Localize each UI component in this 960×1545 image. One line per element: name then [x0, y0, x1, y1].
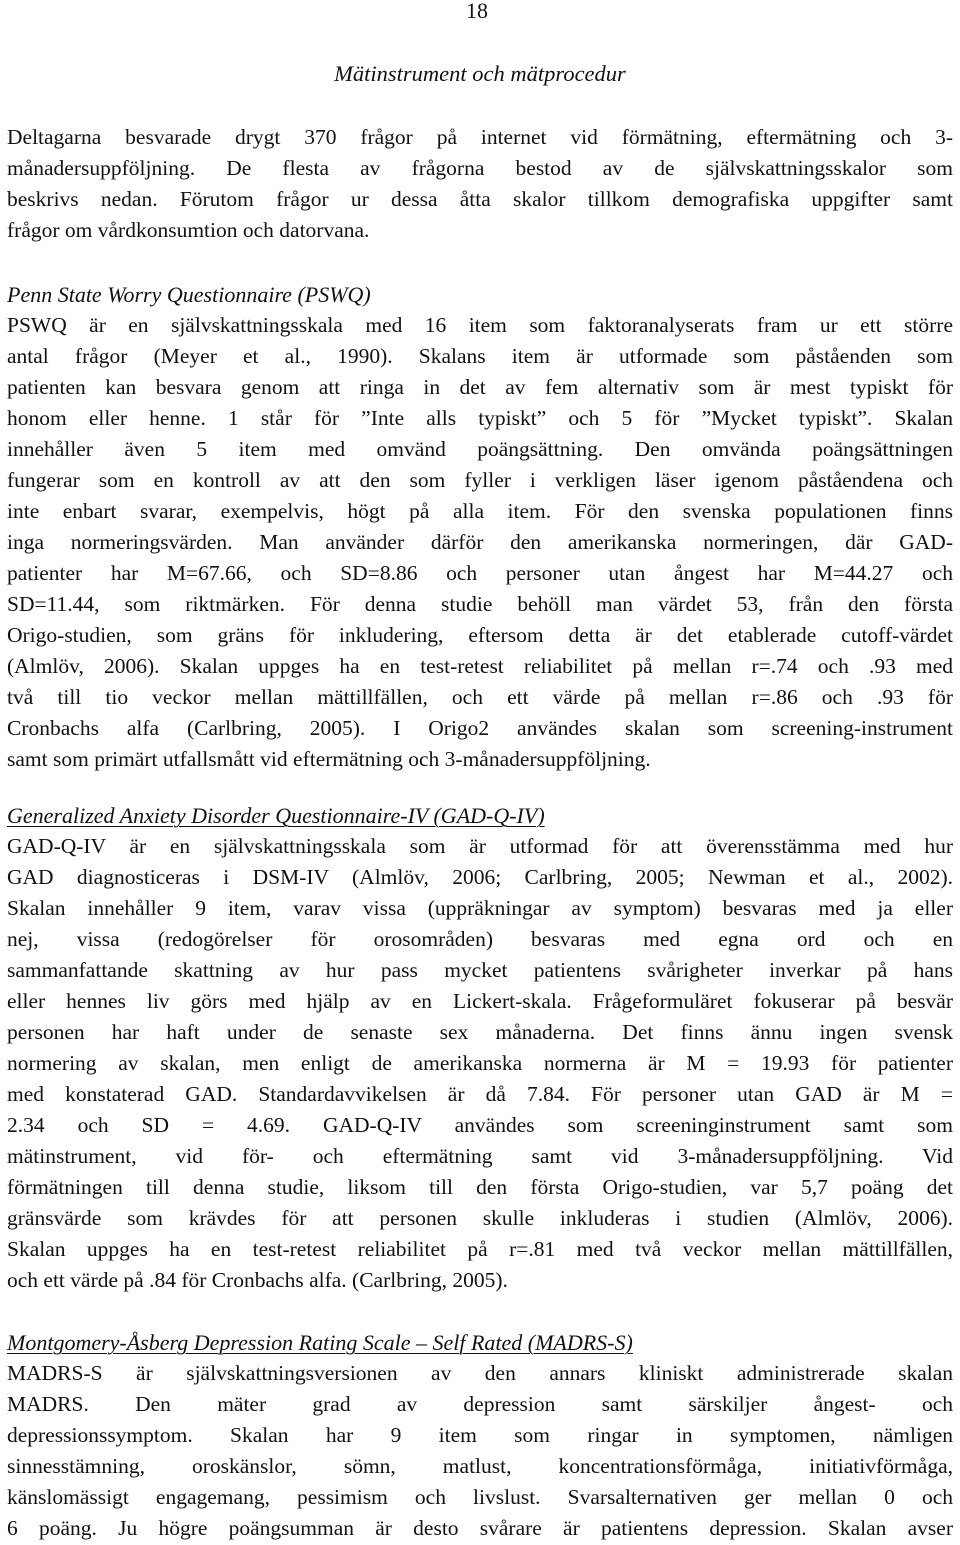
- pswq-section: [7, 279, 953, 775]
- page-heading: Mätinstrument och mätprocedur: [334, 61, 626, 86]
- text-line: samt som primärt utfallsmått vid eftermätning och 3-månadersuppföljning.: [7, 747, 651, 771]
- text-line: SD=11.44, som riktmärken. För denna studie behöll man värdet 53, från den första: [7, 592, 953, 616]
- madrs-paragraph: [7, 1358, 953, 1544]
- text-line: GAD-Q-IV är en självskattningsskala som är utformad för att överensstämma med hur: [7, 834, 953, 858]
- text-line: frågor om vårdkonsumtion och datorvana.: [7, 218, 370, 242]
- madrs-title: Montgomery-Åsberg Depression Rating Scale – Self Rated (MADRS-S): [7, 1330, 633, 1355]
- text-line: känslomässigt engagemang, pessimism och livslust. Svarsalternativen ger mellan 0 och: [7, 1485, 953, 1509]
- text-line: Origo-studien, som gräns för inkludering, eftersom detta är det etablerade cutoff-värdet: [7, 623, 953, 647]
- text-line: beskrivs nedan. Förutom frågor ur dessa åtta skalor tillkom demografiska uppgifter samt: [7, 187, 953, 211]
- text-line: mätinstrument, vid för- och eftermätning samt vid 3-månadersuppföljning. Vid: [7, 1144, 953, 1168]
- text-line: (Almlöv, 2006). Skalan uppges ha en test-retest reliabilitet på mellan r=.74 och .93 med: [7, 654, 953, 678]
- text-line: sammanfattande skattning av hur pass mycket patientens svårigheter inverkar på hans: [7, 958, 953, 982]
- text-line: 6 poäng. Ju högre poängsumman är desto svårare är patientens depression. Skalan avser: [7, 1516, 953, 1540]
- text-line: nej, vissa (redogörelser för orosområden) besvaras med egna ord och en: [7, 927, 953, 951]
- text-line: inte enbart svarar, exempelvis, högt på alla item. För den svenska populationen finns: [7, 499, 953, 523]
- text-line: GAD diagnosticeras i DSM-IV (Almlöv, 2006; Carlbring, 2005; Newman et al., 2002).: [7, 865, 953, 889]
- intro-paragraph: [7, 122, 953, 246]
- text-line: eller hennes liv görs med hjälp av en Lickert-skala. Frågeformuläret fokuserar på besvär: [7, 989, 953, 1013]
- text-line: MADRS-S är självskattningsversionen av den annars kliniskt administrerade skalan: [7, 1361, 953, 1385]
- pswq-paragraph: [7, 310, 953, 775]
- gad-title: Generalized Anxiety Disorder Questionnaire-IV (GAD-Q-IV): [7, 803, 545, 828]
- text-line: inga normeringsvärden. Man använder därför den amerikanska normeringen, där GAD-: [7, 530, 953, 554]
- text-line: patienten kan besvara genom att ringa in det av fem alternativ som är mest typiskt för: [7, 375, 953, 399]
- text-line: normering av skalan, men enligt de amerikanska normerna är M = 19.93 för patienter: [7, 1051, 953, 1075]
- text-line: månadersuppföljning. De flesta av frågorna bestod av de självskattningsskalor som: [7, 156, 953, 180]
- text-line: PSWQ är en självskattningsskala med 16 item som faktoranalyserats fram ur ett större: [7, 313, 953, 337]
- text-line: gränsvärde som krävdes för att personen skulle inkluderas i studien (Almlöv, 2006).: [7, 1206, 953, 1230]
- text-line: Skalan uppges ha en test-retest reliabilitet på r=.81 med två veckor mellan mättillfällen,: [7, 1237, 953, 1261]
- text-line: Skalan innehåller 9 item, varav vissa (uppräkningar av symptom) besvaras med ja eller: [7, 896, 953, 920]
- gad-paragraph: [7, 831, 953, 1296]
- text-line: personen har haft under de senaste sex månaderna. Det finns ännu ingen svensk: [7, 1020, 953, 1044]
- text-line: två till tio veckor mellan mättillfällen, och ett värde på mellan r=.86 och .93 för: [7, 685, 953, 709]
- text-line: Cronbachs alfa (Carlbring, 2005). I Origo2 användes skalan som screening-instrument: [7, 716, 953, 740]
- text-line: patienter har M=67.66, och SD=8.86 och personer utan ångest har M=44.27 och: [7, 561, 953, 585]
- text-line: sinnesstämning, oroskänslor, sömn, matlust, koncentrationsförmåga, initiativförmåga,: [7, 1454, 953, 1478]
- pswq-title: Penn State Worry Questionnaire (PSWQ): [7, 282, 371, 307]
- text-line: innehåller även 5 item med omvänd poängsättning. Den omvända poängsättningen: [7, 437, 953, 461]
- text-line: och ett värde på .84 för Cronbachs alfa. (Carlbring, 2005).: [7, 1268, 508, 1292]
- text-line: depressionssymptom. Skalan har 9 item som ringar in symptomen, nämligen: [7, 1423, 953, 1447]
- text-line: förmätningen till denna studie, liksom till den första Origo-studien, var 5,7 poäng det: [7, 1175, 953, 1199]
- madrs-section: [7, 1327, 953, 1544]
- text-line: Deltagarna besvarade drygt 370 frågor på internet vid förmätning, eftermätning och 3-: [7, 125, 953, 149]
- gad-section: [7, 800, 953, 1296]
- text-line: 2.34 och SD = 4.69. GAD-Q-IV användes som screeninginstrument samt som: [7, 1113, 953, 1137]
- text-line: antal frågor (Meyer et al., 1990). Skalans item är utformade som påståenden som: [7, 344, 953, 368]
- text-line: MADRS. Den mäter grad av depression samt särskiljer ångest- och: [7, 1392, 953, 1416]
- intro-section: [7, 122, 953, 246]
- text-line: med konstaterad GAD. Standardavvikelsen är då 7.84. För personer utan GAD är M =: [7, 1082, 953, 1106]
- text-line: honom eller henne. 1 står för ”Inte alls typiskt” och 5 för ”Mycket typiskt”. Skalan: [7, 406, 953, 430]
- page-number: 18: [466, 0, 488, 23]
- text-line: fungerar som en kontroll av att den som fyller i verkligen läser igenom påståendena och: [7, 468, 953, 492]
